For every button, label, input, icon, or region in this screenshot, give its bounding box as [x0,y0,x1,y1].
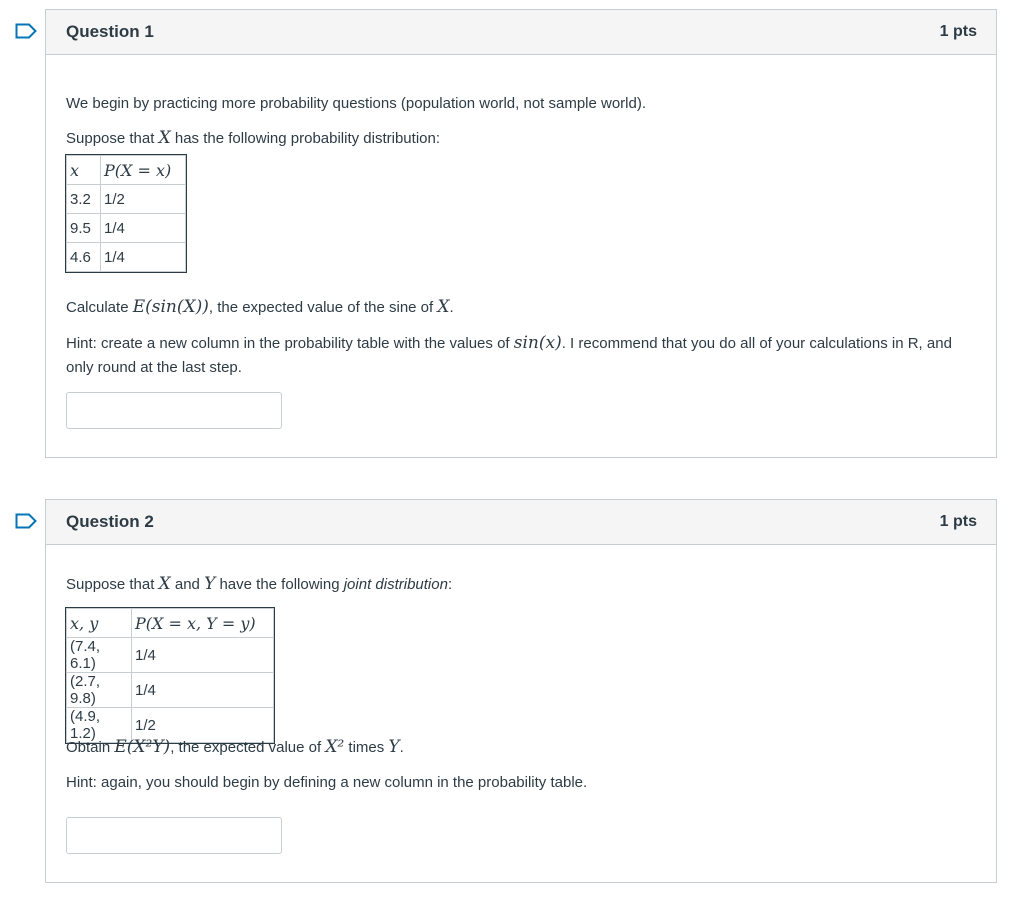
probability-table [66,155,186,272]
table-cell: (2.7, 9.8) [67,673,132,708]
table-row [67,185,186,214]
table-cell: 4.6 [67,243,101,272]
question-1-header [46,10,996,55]
table-header-cell: P(X = x, Y = y) [132,609,274,638]
table-header-cell: P(X = x) [101,156,186,185]
table-cell: 1/4 [101,243,186,272]
table-cell: 1/4 [132,673,274,708]
bookmark-flag-icon[interactable] [15,23,37,39]
question-1-hint: Hint: create a new column in the probability table with the values of sin(x). I recommend that you do all of your calculations in R, and only round at the last step. [66,333,952,376]
question-1-intro: We begin by practicing more probability questions (population world, not sample world). [66,95,647,112]
question-2-answer-input[interactable] [66,817,282,854]
table-cell: 3.2 [67,185,101,214]
table-header-cell: x, y [67,609,132,638]
question-2-suppose: Suppose that X and Y have the following joint distribution: [66,574,453,594]
question-2-card [45,499,997,883]
question-1-answer-input[interactable] [66,392,282,429]
table-header-cell: x [67,156,101,185]
table-row [67,243,186,272]
question-2-obtain: Obtain E(X²Y), the expected value of X² times Y. [66,737,404,757]
table-cell: 1/4 [132,638,274,673]
question-1-card [45,9,997,458]
table-cell: (7.4, 6.1) [67,638,132,673]
joint-distribution-table [66,608,274,743]
table-cell: 1/4 [101,214,186,243]
table-cell: 1/2 [132,708,274,743]
question-1-suppose: Suppose that X has the following probability distribution: [66,128,441,148]
table-cell: (4.9, 1.2) [67,708,132,743]
question-2-points: 1 pts [939,513,977,530]
table-row [67,214,186,243]
table-row [67,638,274,673]
table-cell: 1/2 [101,185,186,214]
table-cell: 9.5 [67,214,101,243]
question-1-points: 1 pts [939,23,977,40]
question-2-title: Question 2 [66,512,154,531]
bookmark-flag-icon[interactable] [15,513,37,529]
question-1-title: Question 1 [66,22,154,41]
question-2-header [46,500,996,545]
question-2-hint: Hint: again, you should begin by defining a new column in the probability table. [66,774,588,791]
table-row [67,673,274,708]
table-header-row [67,609,274,638]
question-1-calculate: Calculate E(sin(X)), the expected value of the sine of X. [66,297,454,317]
table-header-row [67,156,186,185]
